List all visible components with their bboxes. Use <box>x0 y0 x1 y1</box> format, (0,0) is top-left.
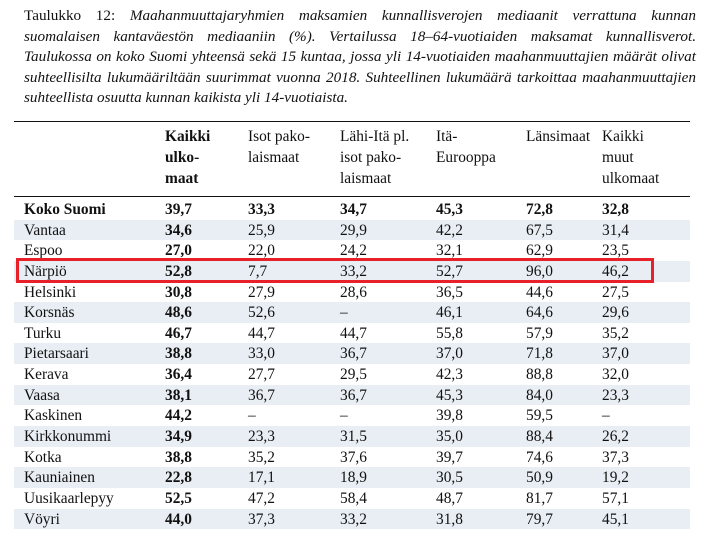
table-cell: 72,8 <box>526 201 553 218</box>
table-row <box>14 343 690 364</box>
table-row <box>14 282 690 303</box>
table-row <box>14 220 690 241</box>
table-cell: 55,8 <box>436 324 463 342</box>
table-cell: 52,6 <box>248 304 275 322</box>
municipality-name: Vöyri <box>24 510 60 528</box>
column-header-line: Itä- <box>436 128 458 145</box>
table-cell: 57,1 <box>602 489 629 507</box>
table-cell: 48,6 <box>165 304 192 322</box>
table-cell: 38,1 <box>165 386 192 404</box>
table-cell: 26,2 <box>602 428 629 446</box>
table-cell: 79,7 <box>526 510 553 528</box>
table-cell: 52,5 <box>165 489 192 507</box>
column-header-line: Eurooppa <box>436 148 496 166</box>
table-row <box>14 385 690 406</box>
table-cell: 37,3 <box>248 510 275 528</box>
table-cell: 74,6 <box>526 448 553 466</box>
table-cell: 31,4 <box>602 221 629 239</box>
table-cell: 44,7 <box>340 324 367 342</box>
table-cell: 47,2 <box>248 489 275 507</box>
municipality-name: Koko Suomi <box>24 201 106 218</box>
table-cell: 27,9 <box>248 283 275 301</box>
municipality-name: Kauniainen <box>24 469 95 487</box>
column-header-line: muut <box>602 148 634 166</box>
table-cell: 39,7 <box>165 201 192 218</box>
table-cell: 34,6 <box>165 221 192 239</box>
table-cell: 88,8 <box>526 366 553 384</box>
table-cell: – <box>340 407 348 425</box>
table-cell: 37,0 <box>436 345 463 363</box>
table-cell: 33,3 <box>248 201 275 218</box>
table-cell: 29,6 <box>602 304 629 322</box>
table-cell: 7,7 <box>248 262 268 280</box>
table-cell: 22,0 <box>248 242 275 260</box>
table-cell: 48,7 <box>436 489 463 507</box>
table-cell: 45,3 <box>436 201 463 218</box>
table-cell: 32,0 <box>602 366 629 384</box>
table-cell: 27,7 <box>248 366 275 384</box>
table-cell: – <box>248 407 256 425</box>
table-cell: 33,0 <box>248 345 275 363</box>
table-cell: 35,2 <box>248 448 275 466</box>
table-cell: 38,8 <box>165 345 192 363</box>
table-cell: 32,8 <box>602 201 629 218</box>
column-header-line: ulko- <box>165 148 200 166</box>
table-cell: 36,7 <box>340 386 367 404</box>
column-header-line: maat <box>165 169 199 187</box>
table-cell: – <box>340 304 348 322</box>
column-header <box>165 127 210 189</box>
table-cell: 45,1 <box>602 510 629 528</box>
table-cell: 33,2 <box>340 262 367 280</box>
table-cell: 35,2 <box>602 324 629 342</box>
table-cell: 44,0 <box>165 510 192 528</box>
table-cell: 37,3 <box>602 448 629 466</box>
municipality-name: Vaasa <box>24 386 60 404</box>
table-cell: 46,1 <box>436 304 463 322</box>
table-cell: 36,5 <box>436 283 463 301</box>
table-cell: 58,4 <box>340 489 367 507</box>
municipality-name: Kerava <box>24 366 69 384</box>
table-cell: 36,4 <box>165 366 192 384</box>
table-cell: 17,1 <box>248 469 275 487</box>
column-header-line: Lähi-Itä pl. <box>340 128 410 145</box>
table-row <box>14 302 690 323</box>
table-cell: 35,0 <box>436 428 463 446</box>
municipality-name: Kaskinen <box>24 407 83 425</box>
column-header-line: isot pako- <box>340 148 402 166</box>
table-cell: 84,0 <box>526 386 553 404</box>
column-header <box>436 127 496 169</box>
table-cell: – <box>602 407 610 425</box>
municipality-name: Turku <box>24 324 62 342</box>
column-header <box>526 127 590 148</box>
table-cell: 46,2 <box>602 262 629 280</box>
table-cell: 64,6 <box>526 304 553 322</box>
column-header-line: Isot pako- <box>248 128 310 145</box>
municipality-name: Vantaa <box>24 221 66 239</box>
table-cell: 34,9 <box>165 428 192 446</box>
table-cell: 62,9 <box>526 242 553 260</box>
table-cell: 23,3 <box>248 428 275 446</box>
table-cell: 38,8 <box>165 448 192 466</box>
table-cell: 81,7 <box>526 489 553 507</box>
column-header-line: laismaat <box>248 148 300 166</box>
table-row <box>14 426 690 447</box>
table-cell: 46,7 <box>165 324 192 342</box>
column-header <box>340 127 409 189</box>
table-cell: 96,0 <box>526 262 553 280</box>
municipality-name: Kotka <box>24 448 62 466</box>
table-row <box>14 509 690 530</box>
table-cell: 25,9 <box>248 221 275 239</box>
table-cell: 42,3 <box>436 366 463 384</box>
table-cell: 44,2 <box>165 407 192 425</box>
table-cell: 22,8 <box>165 469 192 487</box>
table-cell: 50,9 <box>526 469 553 487</box>
table-cell: 52,8 <box>165 262 192 280</box>
table-cell: 36,7 <box>248 386 275 404</box>
table-header-rule <box>14 196 690 197</box>
table-cell: 33,2 <box>340 510 367 528</box>
table-row <box>14 261 690 282</box>
table-cell: 88,4 <box>526 428 553 446</box>
table-cell: 71,8 <box>526 345 553 363</box>
table-cell: 27,0 <box>165 242 192 260</box>
table-top-rule <box>14 121 690 122</box>
column-header-line: Kaikki <box>602 128 644 145</box>
table-cell: 67,5 <box>526 221 553 239</box>
table-row <box>14 199 690 220</box>
table-cell: 24,2 <box>340 242 367 260</box>
municipality-name: Helsinki <box>24 283 77 301</box>
column-header <box>602 127 659 189</box>
table-cell: 28,6 <box>340 283 367 301</box>
table-cell: 29,9 <box>340 221 367 239</box>
table-row <box>14 323 690 344</box>
table-row <box>14 240 690 261</box>
municipality-name: Uusikaarlepyy <box>24 489 114 507</box>
column-header-line: Kaikki <box>165 128 211 145</box>
municipality-name: Kirkkonummi <box>24 428 112 446</box>
table-cell: 44,6 <box>526 283 553 301</box>
table-cell: 36,7 <box>340 345 367 363</box>
caption-text: Maahanmuuttajaryhmien maksamien kunnallisverojen mediaanit verrattuna kunnan suomalaisen kantaväestön mediaaniin (%). Vertailussa 18–64-vuotiaiden maksamat kunnallisverot. Taulukossa on koko Suomi yhteensä sekä 15 kuntaa, jossa yli 14-vuotiaiden maahanmuuttajien määrät olivat suhteellisilta lukumääriltään suurimmat vuonna 2018. Suhteellinen lukumäärä tarkoittaa maahanmuuttajien suhteellista osuutta kunnan kaikista yli 14-vuotiaista. <box>24 7 696 107</box>
table-cell: 52,7 <box>436 262 463 280</box>
table-cell: 19,2 <box>602 469 629 487</box>
table-row <box>14 364 690 385</box>
table-cell: 27,5 <box>602 283 629 301</box>
municipality-name: Espoo <box>24 242 63 260</box>
table-cell: 37,6 <box>340 448 367 466</box>
table-cell: 39,7 <box>436 448 463 466</box>
table-cell: 23,5 <box>602 242 629 260</box>
caption-number: Taulukko 12: <box>24 7 116 24</box>
municipality-name: Pietarsaari <box>24 345 89 363</box>
table-cell: 37,0 <box>602 345 629 363</box>
table-row <box>14 467 690 488</box>
column-header-line: laismaat <box>340 169 392 187</box>
table-cell: 39,8 <box>436 407 463 425</box>
table-cell: 34,7 <box>340 201 367 218</box>
table-caption <box>24 6 696 109</box>
table-cell: 57,9 <box>526 324 553 342</box>
table-cell: 18,9 <box>340 469 367 487</box>
table-cell: 32,1 <box>436 242 463 260</box>
table-row <box>14 405 690 426</box>
table-cell: 44,7 <box>248 324 275 342</box>
table-cell: 42,2 <box>436 221 463 239</box>
table-cell: 29,5 <box>340 366 367 384</box>
municipality-name: Närpiö <box>24 262 67 280</box>
table-cell: 31,8 <box>436 510 463 528</box>
table-cell: 59,5 <box>526 407 553 425</box>
column-header-line: Länsimaat <box>526 128 591 145</box>
municipality-name: Korsnäs <box>24 304 75 322</box>
column-header <box>248 127 310 169</box>
column-header-line: ulkomaat <box>602 169 660 187</box>
table-cell: 30,5 <box>436 469 463 487</box>
table-cell: 31,5 <box>340 428 367 446</box>
table-cell: 45,3 <box>436 386 463 404</box>
table-row <box>14 488 690 509</box>
table-cell: 23,3 <box>602 386 629 404</box>
table-row <box>14 447 690 468</box>
table-cell: 30,8 <box>165 283 192 301</box>
table-body <box>14 199 690 529</box>
